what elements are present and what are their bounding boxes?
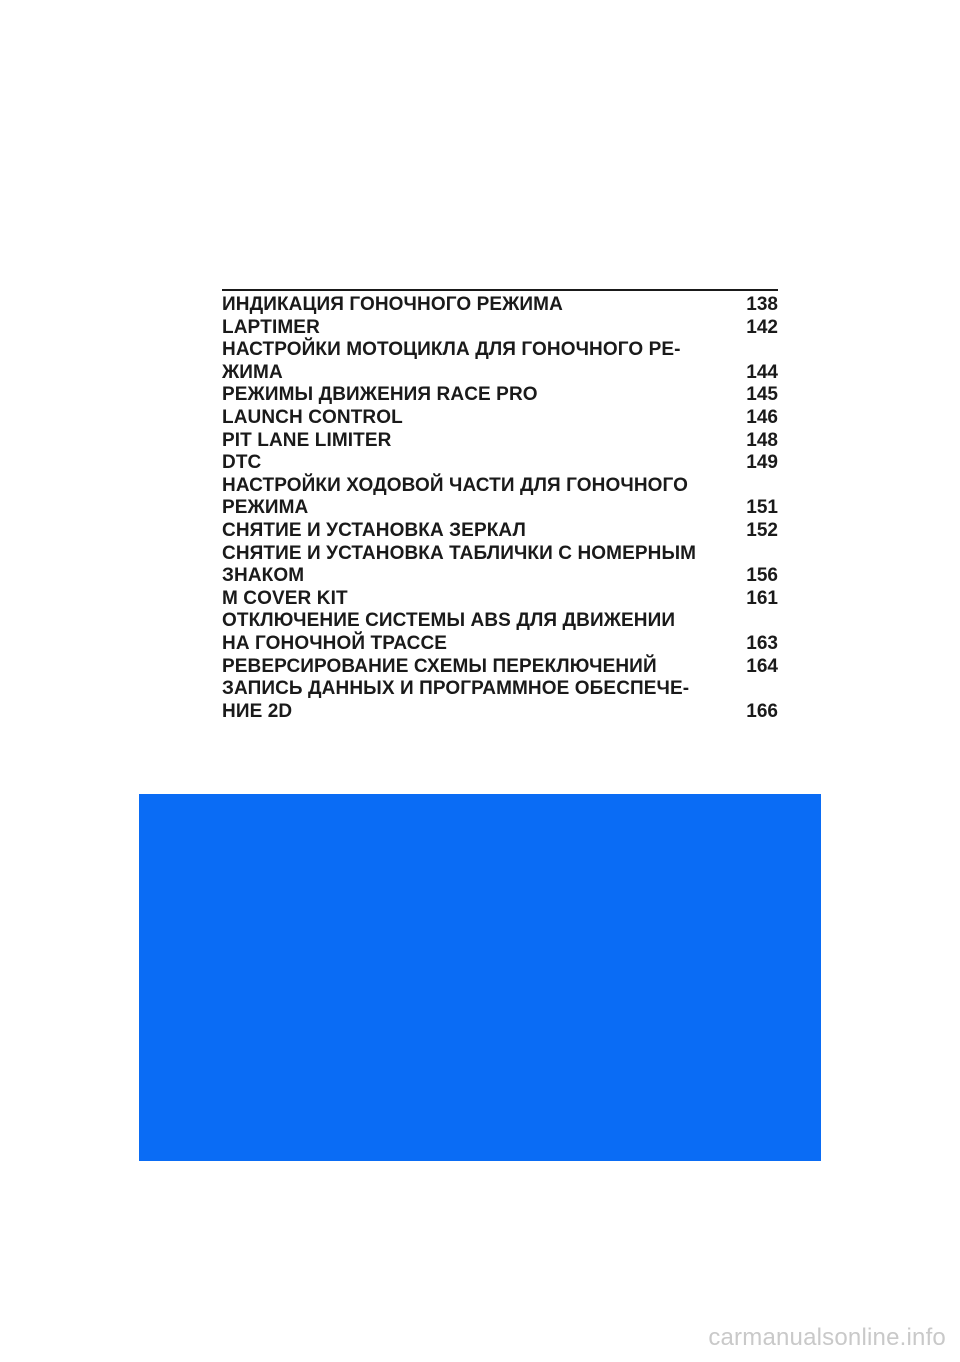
toc-entry-page-number: 164 — [746, 655, 778, 677]
toc-entry-title-line: НАСТРОЙКИ ХОДОВОЙ ЧАСТИ ДЛЯ ГОНОЧНОГО — [222, 474, 689, 496]
toc-entry[interactable] — [222, 430, 778, 453]
toc-entry-page-number: 166 — [746, 700, 778, 722]
toc-entry-title — [222, 543, 712, 588]
toc-entry-page-number: 138 — [746, 294, 778, 315]
toc-entry-title — [222, 678, 712, 723]
toc-entry-title-line: ЖИМА — [222, 361, 283, 383]
toc-entry-page-number: 156 — [746, 565, 778, 587]
table-of-contents — [222, 289, 778, 723]
toc-entry[interactable] — [222, 656, 778, 679]
toc-entry-title-line: РЕЖИМА — [222, 497, 309, 519]
toc-entry-title — [222, 656, 712, 679]
toc-entry-page-number: 149 — [746, 452, 778, 474]
toc-entry-page-number: 161 — [746, 587, 778, 609]
toc-entry-title-line: ЗАПИСЬ ДАННЫХ И ПРОГРАММНОЕ ОБЕСПЕЧЕ- — [222, 678, 690, 700]
toc-entry-page-number: 152 — [746, 519, 778, 541]
toc-entry-title-line: СНЯТИЕ И УСТАНОВКА ТАБЛИЧКИ С НОМЕРНЫМ — [222, 542, 697, 564]
toc-entry-title-line: LAPTIMER — [222, 316, 320, 338]
toc-entry-title — [222, 588, 712, 611]
toc-entry[interactable] — [222, 384, 778, 407]
toc-entry[interactable] — [222, 294, 778, 317]
toc-entry-title — [222, 384, 712, 407]
toc-entry-title — [222, 407, 712, 430]
toc-entry-title-line: РЕВЕРСИРОВАНИЕ СХЕМЫ ПЕРЕКЛЮЧЕНИЙ — [222, 655, 657, 677]
toc-entry[interactable] — [222, 678, 778, 723]
toc-entry-title — [222, 520, 712, 543]
toc-entry-title-line: НА ГОНОЧНОЙ ТРАССЕ — [222, 632, 448, 654]
toc-entry-title-line: СНЯТИЕ И УСТАНОВКА ЗЕРКАЛ — [222, 519, 526, 541]
toc-entry[interactable] — [222, 610, 778, 655]
toc-entry[interactable] — [222, 452, 778, 475]
toc-entry-page-number: 142 — [746, 316, 778, 338]
toc-entry-title-line: ОТКЛЮЧЕНИЕ СИСТЕМЫ ABS ДЛЯ ДВИЖЕНИИ — [222, 610, 676, 632]
blue-color-panel — [139, 794, 821, 1161]
toc-entry[interactable] — [222, 339, 778, 384]
toc-entry-title — [222, 452, 712, 475]
toc-entry-title — [222, 430, 712, 453]
toc-entry-page-number: 148 — [746, 429, 778, 451]
toc-entry[interactable] — [222, 475, 778, 520]
toc-entry-title-line: ИНДИКАЦИЯ ГОНОЧНОГО РЕЖИМА — [222, 294, 563, 315]
toc-entry-title — [222, 317, 712, 340]
toc-entry[interactable] — [222, 543, 778, 588]
toc-entry[interactable] — [222, 407, 778, 430]
toc-entry-page-number: 146 — [746, 406, 778, 428]
toc-entry-title-line: РЕЖИМЫ ДВИЖЕНИЯ RACE PRO — [222, 384, 538, 406]
toc-entry-title-line: НАСТРОЙКИ МОТОЦИКЛА ДЛЯ ГОНОЧНОГО РЕ- — [222, 339, 681, 361]
toc-entry-title — [222, 339, 712, 384]
toc-entry-title — [222, 610, 712, 655]
toc-entry-title-line: LAUNCH CONTROL — [222, 406, 403, 428]
toc-entry-title-line: НИЕ 2D — [222, 700, 293, 722]
toc-entry-title-line: M COVER KIT — [222, 587, 348, 609]
toc-entry-title-line: ЗНАКОМ — [222, 565, 305, 587]
toc-entry-page-number: 144 — [746, 361, 778, 383]
toc-entry-page-number: 145 — [746, 384, 778, 406]
toc-entry-title-line: DTC — [222, 452, 262, 474]
toc-entry-title — [222, 294, 712, 317]
toc-entry-page-number: 163 — [746, 632, 778, 654]
toc-entry-page-number: 151 — [746, 497, 778, 519]
toc-entry-title — [222, 475, 712, 520]
toc-entry[interactable] — [222, 588, 778, 611]
toc-entry-title-line: PIT LANE LIMITER — [222, 429, 392, 451]
toc-entry[interactable] — [222, 317, 778, 340]
toc-entry[interactable] — [222, 520, 778, 543]
watermark-text: carmanualsonline.info — [708, 1324, 946, 1351]
